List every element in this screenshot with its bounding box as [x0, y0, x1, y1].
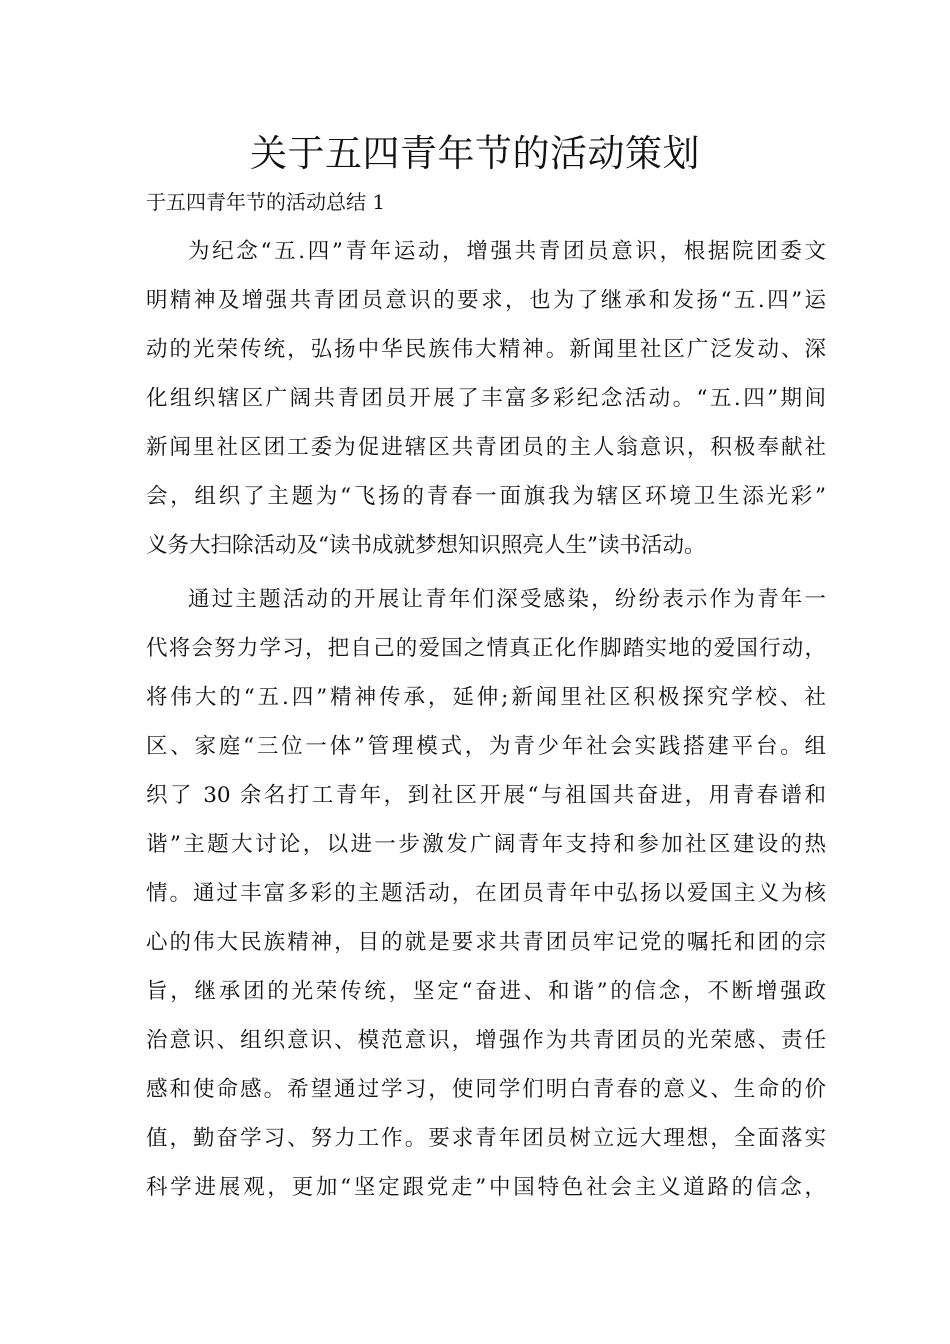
- document-subtitle: 于五四青年节的活动总结 1: [146, 190, 386, 214]
- paragraph-2-line-4: 区、家庭“三位一体”管理模式，为青少年社会实践搭建平台。组: [146, 734, 826, 759]
- paragraph-1-line-1: 为纪念“五.四”青年运动，增强共青团员意识，根据院团委文: [188, 239, 826, 264]
- paragraph-1-line-5: 新闻里社区团工委为促进辖区共青团员的主人翁意识，积极奉献社: [146, 435, 826, 460]
- paragraph-1-line-6: 会，组织了主题为“飞扬的青春一面旗我为辖区环境卫生添光彩”: [146, 484, 826, 509]
- paragraph-1-line-7: 义务大扫除活动及“读书成就梦想知识照亮人生”读书活动。: [146, 533, 706, 558]
- paragraph-2-line-2: 代将会努力学习，把自己的爱国之情真正化作脚踏实地的爱国行动，: [146, 636, 826, 661]
- paragraph-2-line-13: 科学进展观，更加“坚定跟党走”中国特色社会主义道路的信念，: [146, 1175, 826, 1200]
- paragraph-1-line-2: 明精神及增强共青团员意识的要求，也为了继承和发扬“五.四”运: [146, 288, 826, 313]
- paragraph-2-line-10: 治意识、组织意识、模范意识，增强作为共青团员的光荣感、责任: [146, 1028, 826, 1053]
- paragraph-2-line-7: 情。通过丰富多彩的主题活动，在团员青年中弘扬以爱国主义为核: [146, 881, 826, 906]
- paragraph-1-line-4: 化组织辖区广阔共青团员开展了丰富多彩纪念活动。“五.四”期间: [146, 386, 826, 411]
- document-title: 关于五四青年节的活动策划: [250, 132, 700, 175]
- paragraph-2-line-8: 心的伟大民族精神，目的就是要求共青团员牢记党的嘱托和团的宗: [146, 930, 826, 955]
- paragraph-2-line-3: 将伟大的“五.四”精神传承，延伸;新闻里社区积极探究学校、社: [146, 685, 826, 710]
- paragraph-2-line-12: 值，勤奋学习、努力工作。要求青年团员树立远大理想，全面落实: [146, 1126, 826, 1151]
- paragraph-1-line-3: 动的光荣传统，弘扬中华民族伟大精神。新闻里社区广泛发动、深: [146, 337, 826, 362]
- paragraph-2-line-11: 感和使命感。希望通过学习，使同学们明白青春的意义、生命的价: [146, 1077, 826, 1102]
- paragraph-2-line-1: 通过主题活动的开展让青年们深受感染，纷纷表示作为青年一: [188, 587, 826, 612]
- paragraph-2-line-9: 旨，继承团的光荣传统，坚定“奋进、和谐”的信念，不断增强政: [146, 979, 826, 1004]
- paragraph-2-line-6: 谐”主题大讨论，以进一步激发广阔青年支持和参加社区建设的热: [146, 832, 826, 857]
- paragraph-2-line-5: 织了 30 余名打工青年，到社区开展“与祖国共奋进，用青春谱和: [146, 783, 826, 808]
